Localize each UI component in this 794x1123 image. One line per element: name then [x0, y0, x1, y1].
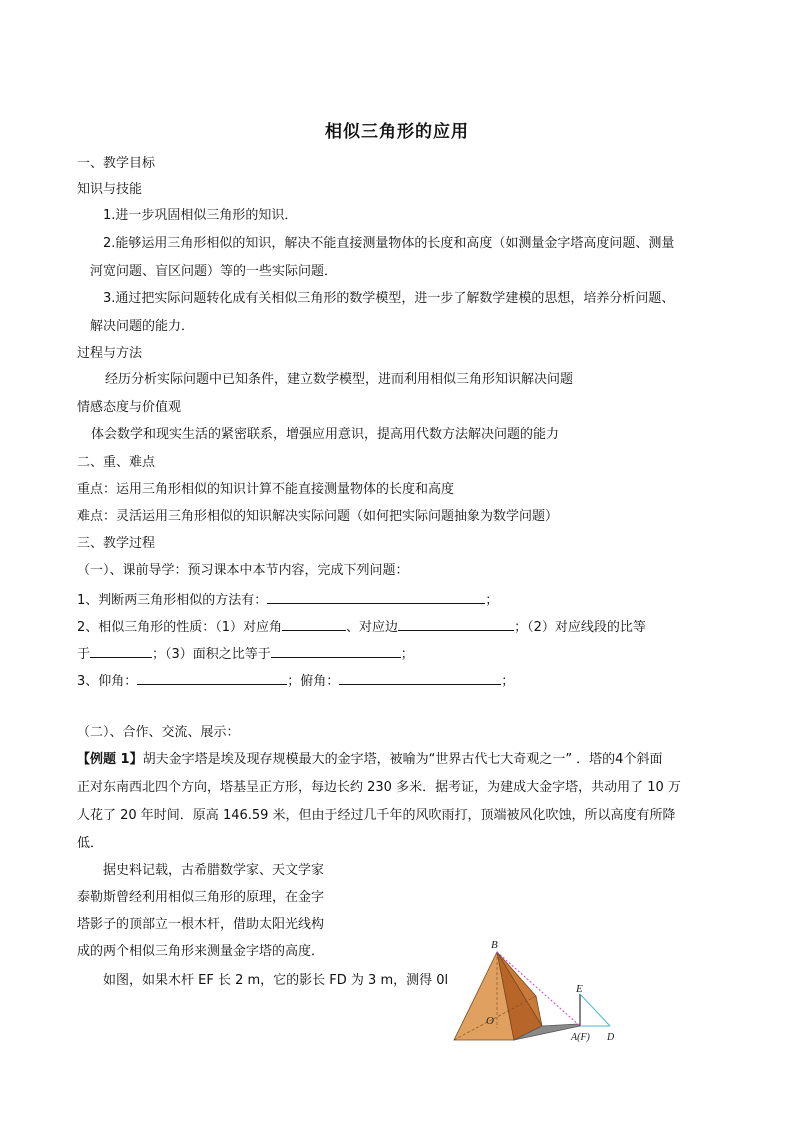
question-2-text-d: 于	[77, 647, 91, 662]
section-heading-key-points: 二、重、难点	[77, 455, 156, 470]
process-text: 经历分析实际问题中已知条件，建立数学模型，进而利用相似三角形知识解决问题	[105, 372, 574, 387]
history-line4: 成的两个相似三角形来测量金字塔的高度．	[77, 944, 325, 959]
section-heading-objectives: 一、教学目标	[77, 156, 156, 171]
objective-3-line1: 3.通过把实际问题转化成有关相似三角形的数学模型，进一步了解数学建模的思想，培养分析问题、	[103, 291, 675, 306]
label-e: E	[576, 983, 583, 995]
question-2-text-c: ；（2）对应线段的比等	[514, 620, 646, 635]
answer-blank-elevation[interactable]	[137, 672, 287, 685]
history-line2: 泰勒斯曾经利用相似三角形的原理，在金字	[77, 890, 325, 905]
example-1-line2: 正对东南西北四个方向，塔基呈正方形，每边长约 230 多米．据考证，为建成大金字塔，共动用了 10 万	[77, 780, 681, 795]
question-1-text: 1、判断两三角形相似的方法有：	[77, 593, 268, 608]
objective-2-line1: 2.能够运用三角形相似的知识，解决不能直接测量物体的长度和高度（如测量金字塔高度问题、测量	[103, 236, 675, 251]
cooperation-heading: （二）、合作、交流、展示：	[77, 725, 240, 740]
question-2-text-e: ；（3）面积之比等于	[152, 647, 271, 662]
question-3-text-b: ；俯角：	[287, 674, 340, 689]
question-2-line2	[77, 645, 414, 663]
question-3-text-a: 3、仰角：	[77, 674, 138, 689]
pre-study-instruction: （一）、课前导学：预习课本中本节内容，完成下列问题：	[77, 563, 409, 578]
page-title: 相似三角形的应用	[325, 122, 469, 142]
subheading-process: 过程与方法	[77, 346, 143, 361]
label-b: B	[491, 939, 498, 951]
question-2-text-b: 、对应边	[346, 620, 399, 635]
section-heading-process: 三、教学过程	[77, 536, 156, 551]
answer-blank-area[interactable]	[271, 645, 401, 658]
answer-blank-depression[interactable]	[339, 672, 501, 685]
question-3-text-c: ；	[501, 674, 515, 689]
question-1	[77, 591, 498, 609]
answer-blank-ratio[interactable]	[90, 645, 152, 658]
label-d: D	[607, 1032, 615, 1043]
difficult-point: 难点：灵活运用三角形相似的知识解决实际问题（如何把实际问题抽象为数学问题）	[77, 509, 559, 524]
question-2-text-a: 2、相似三角形的性质：（1）对应角	[77, 620, 283, 635]
subheading-emotion: 情感态度与价值观	[77, 400, 182, 415]
label-o: O	[486, 1015, 494, 1027]
example-1-line3: 人花了 20 年时间．原高 146.59 米，但由于经过几千年的风吹雨打，顶端被风化吹蚀，所以高度有所降	[77, 808, 676, 823]
answer-blank-1[interactable]	[267, 591, 485, 604]
objective-3-line2: 解决问题的能力．	[90, 319, 195, 334]
label-af: A(F)	[571, 1032, 590, 1043]
key-point: 重点：运用三角形相似的知识计算不能直接测量物体的长度和高度	[77, 482, 455, 497]
answer-blank-side[interactable]	[398, 618, 514, 631]
example-1-label: 【例题 1】	[77, 752, 143, 767]
answer-blank-angle[interactable]	[282, 618, 346, 631]
history-line1: 据史料记载，古希腊数学家、天文学家	[103, 863, 325, 878]
objective-2-line2: 河宽问题、盲区问题）等的一些实际问题．	[90, 264, 338, 279]
pyramid-figure	[450, 936, 630, 1046]
pole-shadow-ray	[580, 994, 610, 1026]
subheading-knowledge: 知识与技能	[77, 182, 143, 197]
question-3	[77, 672, 514, 690]
question-1-end: ；	[485, 593, 499, 608]
history-line3: 塔影子的顶部立一根木杆，借助太阳光线构	[77, 917, 325, 932]
question-2-text-f: ；	[400, 647, 414, 662]
history-line5: 如图，如果木杆 EF 长 2 m，它的影长 FD 为 3 m，测得 0l	[103, 973, 449, 988]
objective-1: 1.进一步巩固相似三角形的知识．	[103, 208, 298, 223]
emotion-text: 体会数学和现实生活的紧密联系，增强应用意识，提高用代数方法解决问题的能力	[91, 427, 560, 442]
question-2-line1	[77, 618, 646, 636]
example-1-text-1: 胡夫金字塔是埃及现存规模最大的金字塔，被喻为“世界古代七大奇观之一” ．塔的4个斜面	[142, 752, 663, 767]
example-1-line4: 低．	[77, 836, 104, 851]
example-1-line1	[77, 752, 662, 768]
